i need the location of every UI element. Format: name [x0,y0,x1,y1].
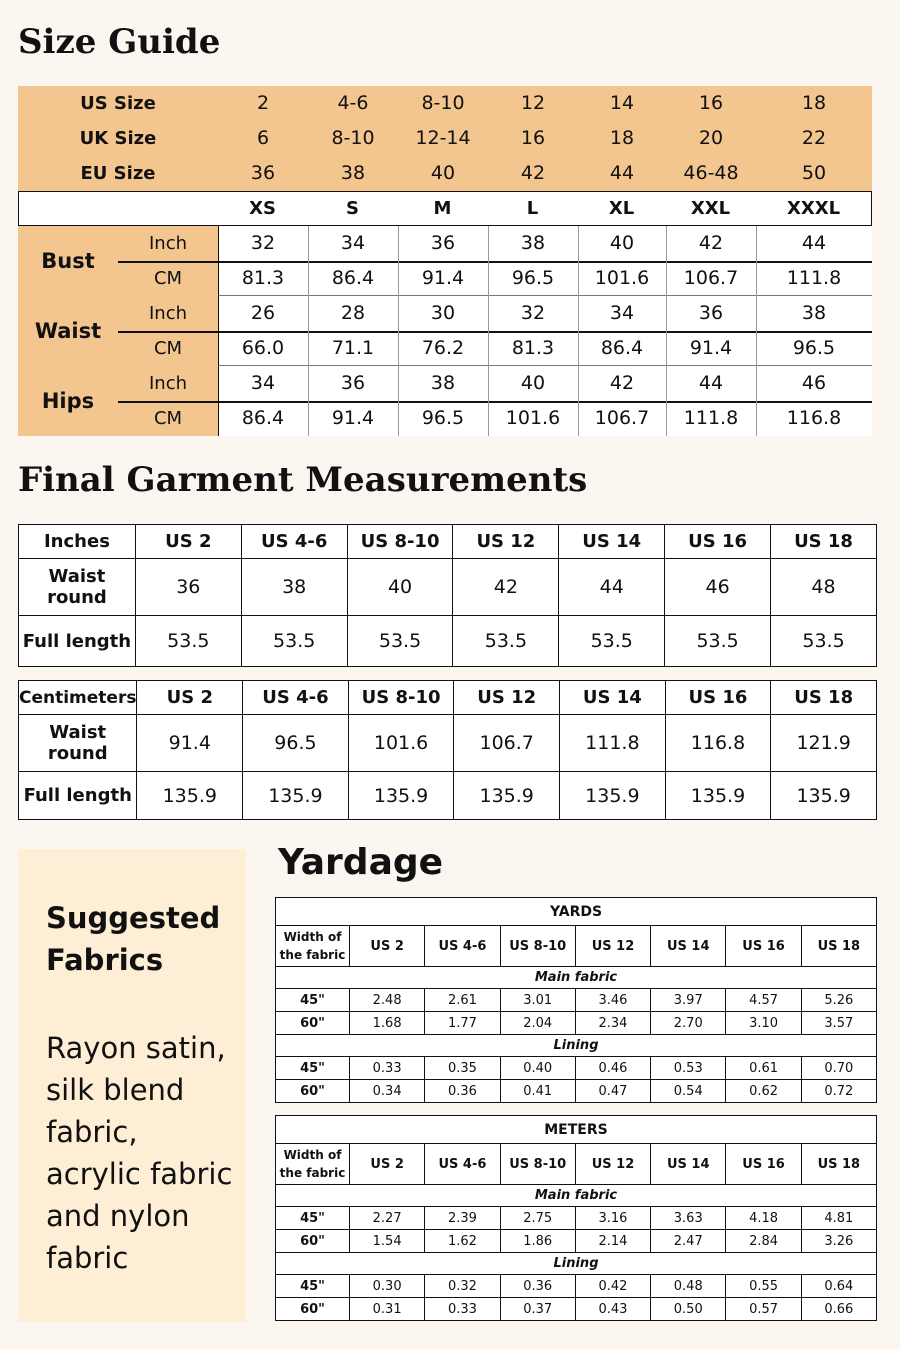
size-cell: 38 [340,162,366,184]
size-header: US 16 [726,926,801,967]
width-45-label: 45" [276,1057,350,1080]
table-cell: 3.10 [726,1012,801,1035]
size-cell: XL [608,197,635,219]
size-cell: 8-10 [331,127,375,149]
size-cell: 96.5 [421,407,465,429]
table-row [276,1144,877,1185]
size-cell: 106.7 [594,407,650,429]
width-45-label: 45" [276,989,350,1012]
table-cell: 96.5 [243,715,349,772]
size-header: US 14 [651,926,726,967]
size-cell: 26 [250,302,276,324]
lining-label: Lining [276,1035,877,1057]
waist-round-label: Waist round [19,715,137,772]
table-cell: 2.75 [500,1207,575,1230]
table-cell: 53.5 [453,616,559,667]
table-cell: 0.36 [425,1080,500,1103]
table-cell: 4.18 [726,1207,801,1230]
size-header: US 18 [801,926,876,967]
size-cell: 2 [256,92,270,114]
size-header: US 4-6 [241,525,347,559]
size-header: US 2 [135,525,241,559]
size-header: US 12 [453,525,559,559]
full-length-label: Full length [19,616,136,667]
table-cell: 0.54 [651,1080,726,1103]
bust-cm-label: CM [153,268,183,289]
table-cell: 0.34 [350,1080,425,1103]
table-cell: 36 [135,559,241,616]
table-cell: 3.46 [575,989,650,1012]
size-cell: 42 [520,162,546,184]
size-cell: 34 [340,232,366,254]
width-45-label: 45" [276,1207,350,1230]
table-cell: 2.61 [425,989,500,1012]
bust-inch-label: Inch [148,233,188,254]
size-cell: 22 [801,127,827,149]
size-cell: 40 [520,372,546,394]
table-row [276,1298,877,1321]
grid-line [488,226,489,296]
final-garment-title: Final Garment Measurements [18,460,588,500]
hips-label: Hips [41,389,95,413]
size-cell: XS [249,197,276,219]
table-row [276,1230,877,1253]
size-header: US 14 [651,1144,726,1185]
table-cell: 1.77 [425,1012,500,1035]
table-cell: 1.86 [500,1230,575,1253]
table-row [19,616,877,667]
table-cell: 121.9 [771,715,877,772]
table-row [276,1275,877,1298]
grid-line [578,226,579,296]
size-cell: 12-14 [415,127,471,149]
table-row [276,1035,877,1057]
table-cell: 0.53 [651,1057,726,1080]
size-cell: 36 [430,232,456,254]
size-cell: S [346,197,359,219]
table-cell: 40 [347,559,453,616]
table-cell: 46 [665,559,771,616]
table-cell: 53.5 [665,616,771,667]
size-cell: 8-10 [421,92,465,114]
table-cell: 0.31 [350,1298,425,1321]
centimeters-header: Centimeters [19,681,137,715]
table-cell: 0.61 [726,1057,801,1080]
table-row [276,1185,877,1207]
grid-line [666,226,667,296]
table-cell: 0.64 [801,1275,876,1298]
table-cell: 0.42 [575,1275,650,1298]
width-of-fabric-label: Width of the fabric [276,1144,350,1185]
size-cell: 20 [698,127,724,149]
table-cell: 48 [771,559,877,616]
grid-line [488,366,489,436]
table-cell: 0.55 [726,1275,801,1298]
size-header: US 18 [771,525,877,559]
size-cell: 86.4 [600,337,644,359]
size-cell: 38 [520,232,546,254]
grid-line [308,366,309,436]
table-row [276,898,877,926]
uk-size-label: UK Size [79,128,157,149]
table-cell: 106.7 [454,715,560,772]
waist-inch-label: Inch [148,303,188,324]
table-cell: 2.48 [350,989,425,1012]
size-cell: XXL [690,197,731,219]
table-cell: 91.4 [137,715,243,772]
size-cell: 44 [609,162,635,184]
final-cm-table [18,680,877,820]
table-cell: 4.57 [726,989,801,1012]
size-cell: 46-48 [683,162,739,184]
table-cell: 3.97 [651,989,726,1012]
grid-line [666,366,667,436]
grid-line [398,296,399,366]
size-cell: 81.3 [241,267,285,289]
size-header: US 18 [801,1144,876,1185]
table-cell: 135.9 [560,772,666,820]
waist-round-label: Waist round [19,559,136,616]
size-header: US 2 [350,1144,425,1185]
size-cell: 76.2 [421,337,465,359]
size-cell: 38 [430,372,456,394]
table-cell: 0.43 [575,1298,650,1321]
table-row [276,926,877,967]
table-row [19,525,877,559]
size-cell: 6 [256,127,270,149]
grid-line [398,366,399,436]
size-cell: 111.8 [683,407,739,429]
table-cell: 0.36 [500,1275,575,1298]
hips-inch-label: Inch [148,373,188,394]
size-cell: M [433,197,452,219]
table-cell: 0.40 [500,1057,575,1080]
size-cell: 44 [801,232,827,254]
width-60-label: 60" [276,1230,350,1253]
table-cell: 2.70 [651,1012,726,1035]
size-cell: 16 [520,127,546,149]
size-cell: 30 [430,302,456,324]
size-header: US 8-10 [347,525,453,559]
table-cell: 53.5 [347,616,453,667]
table-cell: 0.30 [350,1275,425,1298]
table-cell: 0.50 [651,1298,726,1321]
size-cell: 96.5 [511,267,555,289]
table-row [276,967,877,989]
size-cell: 16 [698,92,724,114]
size-cell: 111.8 [786,267,842,289]
hips-label-block [18,366,218,436]
table-cell: 3.16 [575,1207,650,1230]
table-row [276,1253,877,1275]
table-cell: 38 [241,559,347,616]
yardage-yards-table [275,897,877,1103]
size-header: US 8-10 [500,926,575,967]
table-cell: 3.63 [651,1207,726,1230]
table-row [19,681,877,715]
size-cell: XXXL [786,197,841,219]
size-cell: 14 [609,92,635,114]
grid-line [578,296,579,366]
size-cell: 91.4 [421,267,465,289]
size-cell: 28 [340,302,366,324]
suggested-fabrics-panel [18,849,246,1322]
table-row [276,1080,877,1103]
table-row [19,772,877,820]
size-cell: 101.6 [505,407,561,429]
table-cell: 3.57 [801,1012,876,1035]
bust-label: Bust [41,249,95,273]
eu-size-label: EU Size [80,163,156,184]
size-cell: 18 [609,127,635,149]
table-cell: 0.41 [500,1080,575,1103]
size-header: US 8-10 [348,681,454,715]
size-guide-table [18,86,872,436]
width-45-label: 45" [276,1275,350,1298]
size-cell: 42 [609,372,635,394]
table-cell: 2.14 [575,1230,650,1253]
size-cell: 86.4 [241,407,285,429]
size-header: US 4-6 [425,926,500,967]
waist-label: Waist [34,319,102,343]
size-cell: 34 [250,372,276,394]
size-cell: 96.5 [792,337,836,359]
size-guide-title: Size Guide [18,22,221,62]
table-row [19,715,877,772]
size-header: US 14 [560,681,666,715]
size-cell: 32 [250,232,276,254]
size-header: US 12 [454,681,560,715]
size-cell: 42 [698,232,724,254]
inches-header: Inches [19,525,136,559]
table-cell: 0.47 [575,1080,650,1103]
size-cell: 106.7 [683,267,739,289]
table-cell: 0.33 [425,1298,500,1321]
table-cell: 0.37 [500,1298,575,1321]
table-row [276,989,877,1012]
table-cell: 2.39 [425,1207,500,1230]
table-cell: 2.47 [651,1230,726,1253]
table-row [276,1057,877,1080]
table-cell: 44 [559,559,665,616]
table-row [276,1207,877,1230]
table-cell: 53.5 [771,616,877,667]
size-cell: 36 [340,372,366,394]
table-cell: 0.48 [651,1275,726,1298]
size-header: US 16 [665,681,771,715]
table-cell: 135.9 [348,772,454,820]
table-cell: 1.54 [350,1230,425,1253]
full-length-label: Full length [19,772,137,820]
bust-label-block [18,226,218,296]
size-cell: 91.4 [331,407,375,429]
table-cell: 111.8 [560,715,666,772]
grid-line [308,296,309,366]
size-cell: 46 [801,372,827,394]
table-cell: 135.9 [243,772,349,820]
size-header: US 4-6 [243,681,349,715]
grid-line [756,366,757,436]
main-fabric-label: Main fabric [276,967,877,989]
size-cell: 116.8 [786,407,842,429]
size-cell: 18 [801,92,827,114]
table-cell: 0.35 [425,1057,500,1080]
table-cell: 3.26 [801,1230,876,1253]
main-fabric-label: Main fabric [276,1185,877,1207]
size-cell: 34 [609,302,635,324]
size-cell: 4-6 [337,92,369,114]
size-header: US 18 [771,681,877,715]
table-cell: 135.9 [454,772,560,820]
size-header: US 8-10 [500,1144,575,1185]
table-cell: 53.5 [135,616,241,667]
size-cell: 12 [520,92,546,114]
table-cell: 0.72 [801,1080,876,1103]
size-cell: 86.4 [331,267,375,289]
grid-line [666,296,667,366]
width-60-label: 60" [276,1012,350,1035]
size-cell: 40 [609,232,635,254]
lining-label: Lining [276,1253,877,1275]
table-cell: 0.46 [575,1057,650,1080]
table-cell: 5.26 [801,989,876,1012]
grid-line [756,226,757,296]
table-cell: 135.9 [665,772,771,820]
table-cell: 3.01 [500,989,575,1012]
grid-line [398,226,399,296]
table-cell: 53.5 [559,616,665,667]
table-cell: 0.33 [350,1057,425,1080]
size-cell: 91.4 [689,337,733,359]
table-cell: 53.5 [241,616,347,667]
size-header: US 2 [137,681,243,715]
size-cell: 50 [801,162,827,184]
table-cell: 0.62 [726,1080,801,1103]
size-header: US 16 [726,1144,801,1185]
table-cell: 0.32 [425,1275,500,1298]
width-60-label: 60" [276,1080,350,1103]
table-cell: 2.34 [575,1012,650,1035]
size-header: US 16 [665,525,771,559]
table-cell: 1.68 [350,1012,425,1035]
size-cell: 36 [698,302,724,324]
size-cell: 32 [520,302,546,324]
size-cell: 36 [250,162,276,184]
table-cell: 0.66 [801,1298,876,1321]
grid-line [756,296,757,366]
us-size-label: US Size [80,93,156,114]
size-cell: 101.6 [594,267,650,289]
table-cell: 0.57 [726,1298,801,1321]
size-cell: 38 [801,302,827,324]
table-cell: 135.9 [137,772,243,820]
size-header: US 12 [575,1144,650,1185]
suggested-fabrics-text: Rayon satin, silk blend fabric, acrylic fabric and nylon fabric [46,1031,233,1275]
size-cell: 40 [430,162,456,184]
yards-header: YARDS [276,898,877,926]
yardage-meters-table [275,1115,877,1321]
table-cell: 42 [453,559,559,616]
size-cell: 71.1 [331,337,375,359]
size-cell: 81.3 [511,337,555,359]
letter-size-row [18,191,872,226]
table-cell: 116.8 [665,715,771,772]
table-row [19,559,877,616]
grid-line [308,226,309,296]
yardage-title: Yardage [278,842,444,883]
table-cell: 2.84 [726,1230,801,1253]
table-row [276,1012,877,1035]
waist-cm-label: CM [153,338,183,359]
waist-label-block [18,296,218,366]
size-header: US 14 [559,525,665,559]
table-cell: 1.62 [425,1230,500,1253]
grid-line [578,366,579,436]
size-cell: L [526,197,539,219]
table-cell: 4.81 [801,1207,876,1230]
table-cell: 0.70 [801,1057,876,1080]
table-cell: 2.04 [500,1012,575,1035]
width-of-fabric-label: Width of the fabric [276,926,350,967]
suggested-fabrics-title: Suggested Fabrics [46,901,221,977]
size-header: US 12 [575,926,650,967]
size-header: US 2 [350,926,425,967]
grid-line [488,296,489,366]
table-row [276,1116,877,1144]
table-cell: 2.27 [350,1207,425,1230]
size-header: US 4-6 [425,1144,500,1185]
width-60-label: 60" [276,1298,350,1321]
table-cell: 135.9 [771,772,877,820]
final-inches-table [18,524,877,667]
hips-cm-label: CM [153,408,183,429]
size-cell: 44 [698,372,724,394]
meters-header: METERS [276,1116,877,1144]
table-cell: 101.6 [348,715,454,772]
size-cell: 66.0 [241,337,285,359]
